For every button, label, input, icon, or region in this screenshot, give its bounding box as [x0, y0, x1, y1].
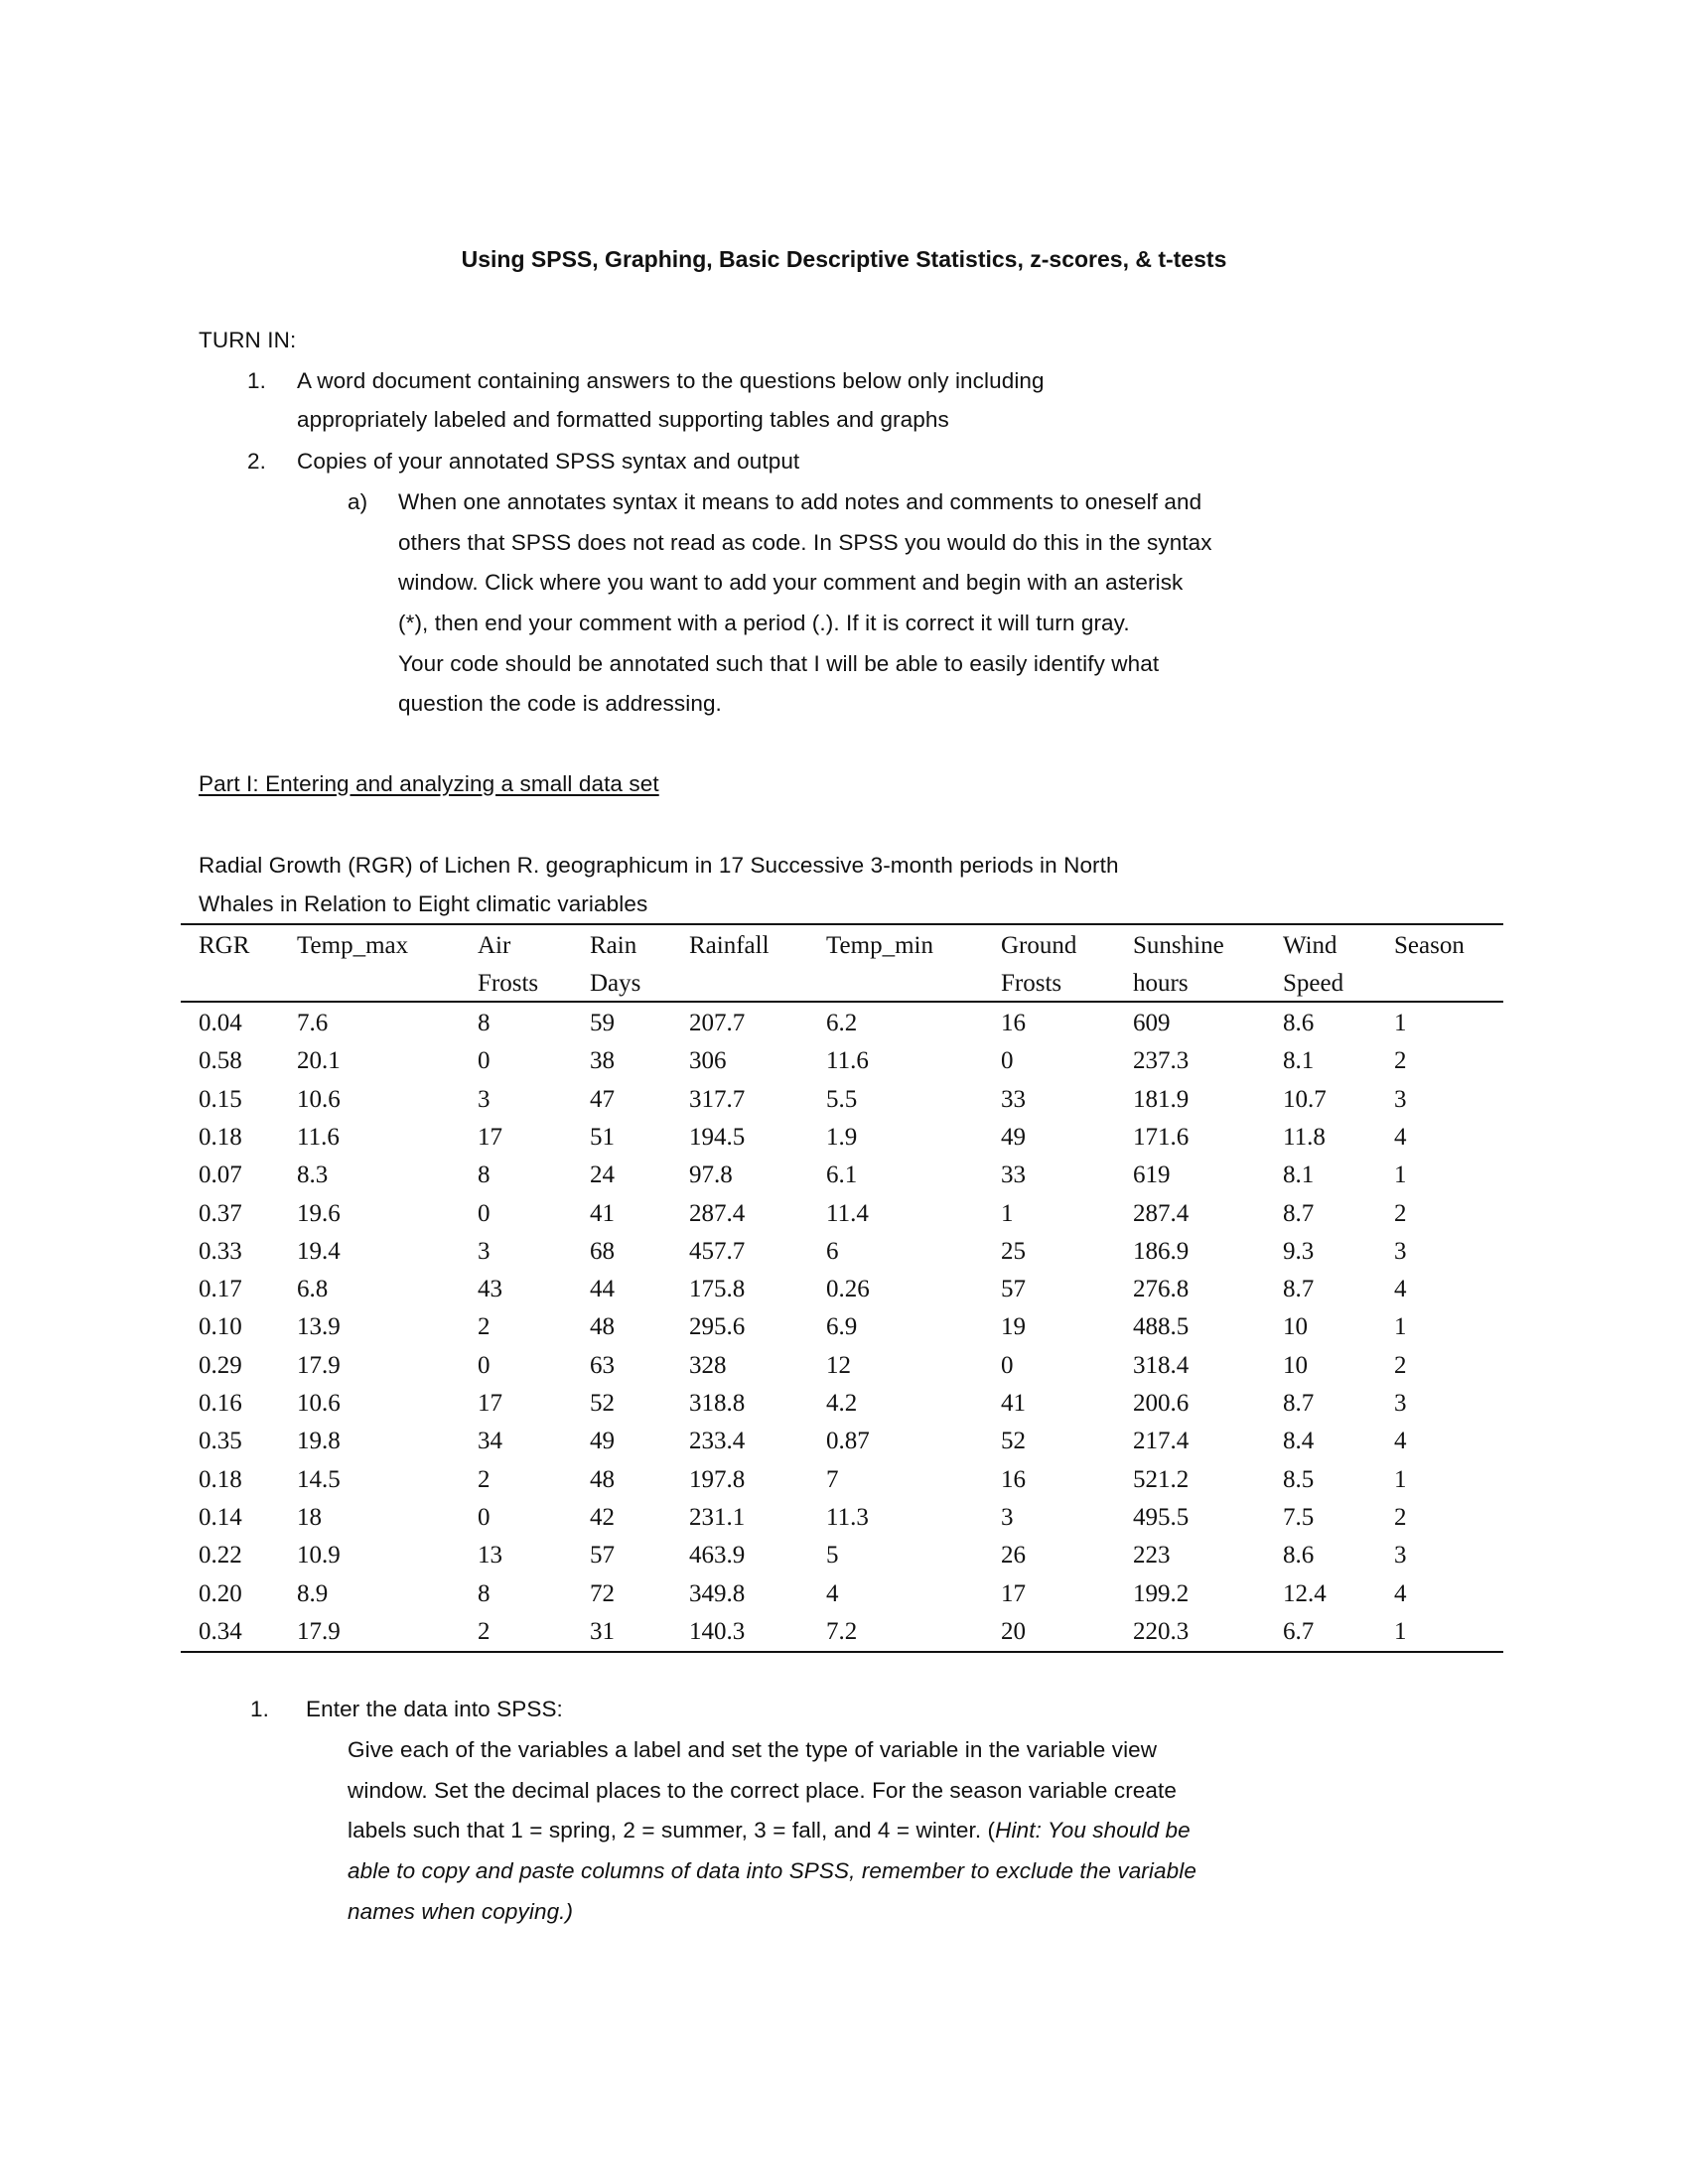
cell-ground-frosts: 49 [1001, 1123, 1026, 1151]
cell-rain-days: 51 [590, 1123, 615, 1151]
cell-temp-min: 6.9 [826, 1313, 858, 1341]
cell-ground-frosts: 57 [1001, 1276, 1026, 1303]
cell-air-frosts: 13 [478, 1542, 502, 1570]
cell-sunshine-hours: 186.9 [1133, 1237, 1190, 1265]
cell-rain-days: 57 [590, 1542, 615, 1570]
cell-rgr: 0.18 [199, 1465, 242, 1493]
cell-season: 2 [1394, 1199, 1407, 1227]
cell-rain-days: 47 [590, 1085, 615, 1113]
cell-sunshine-hours: 609 [1133, 1010, 1171, 1036]
cell-temp-max: 10.9 [297, 1542, 341, 1570]
column-header-rain-days-line-2: Days [590, 970, 641, 997]
cell-season: 3 [1394, 1085, 1407, 1113]
question-1-number: 1. [250, 1697, 269, 1721]
cell-season: 1 [1394, 1010, 1407, 1036]
turn-in-subitem-a-line-3: window. Click where you want to add your comment and begin with an asterisk [398, 570, 1184, 595]
cell-wind-speed: 10.7 [1283, 1085, 1327, 1113]
cell-air-frosts: 43 [478, 1276, 502, 1303]
column-header-wind-speed: Wind [1283, 932, 1337, 959]
cell-wind-speed: 8.1 [1283, 1047, 1315, 1075]
cell-temp-max: 8.3 [297, 1161, 329, 1189]
table-caption-line-1: Radial Growth (RGR) of Lichen R. geographicum in 17 Successive 3-month periods in North [199, 853, 1119, 878]
cell-rainfall: 97.8 [689, 1161, 733, 1189]
cell-air-frosts: 0 [478, 1351, 491, 1379]
turn-in-item-2-line-1: Copies of your annotated SPSS syntax and output [297, 449, 800, 474]
cell-rgr: 0.35 [199, 1428, 242, 1455]
cell-temp-min: 7 [826, 1465, 839, 1493]
cell-season: 4 [1394, 1428, 1407, 1455]
cell-air-frosts: 0 [478, 1503, 491, 1531]
cell-temp-max: 10.6 [297, 1085, 341, 1113]
cell-rgr: 0.22 [199, 1542, 242, 1570]
cell-wind-speed: 8.6 [1283, 1542, 1315, 1570]
cell-rainfall: 328 [689, 1351, 727, 1379]
cell-temp-max: 18 [297, 1503, 322, 1531]
cell-rainfall: 318.8 [689, 1390, 746, 1417]
column-header-rgr: RGR [199, 932, 250, 959]
column-header-rainfall: Rainfall [689, 932, 770, 959]
cell-rainfall: 295.6 [689, 1313, 746, 1341]
cell-rain-days: 24 [590, 1161, 615, 1189]
turn-in-item-1-number: 1. [247, 368, 266, 393]
turn-in-item-2-number: 2. [247, 449, 266, 474]
cell-wind-speed: 8.7 [1283, 1199, 1315, 1227]
cell-ground-frosts: 26 [1001, 1542, 1026, 1570]
cell-rgr: 0.16 [199, 1390, 242, 1417]
question-1-line-1: Give each of the variables a label and set the type of variable in the variable view [348, 1737, 1158, 1762]
cell-temp-min: 1.9 [826, 1123, 858, 1151]
cell-temp-min: 4 [826, 1579, 839, 1607]
cell-temp-max: 13.9 [297, 1313, 341, 1341]
cell-rain-days: 31 [590, 1617, 615, 1645]
column-header-season: Season [1394, 932, 1465, 959]
cell-ground-frosts: 33 [1001, 1161, 1026, 1189]
cell-air-frosts: 2 [478, 1617, 491, 1645]
cell-air-frosts: 0 [478, 1047, 491, 1075]
cell-temp-max: 19.8 [297, 1428, 341, 1455]
cell-air-frosts: 0 [478, 1199, 491, 1227]
cell-temp-max: 7.6 [297, 1010, 329, 1036]
turn-in-subitem-a-label: a) [348, 489, 368, 514]
cell-rain-days: 63 [590, 1351, 615, 1379]
column-header-wind-speed-line-2: Speed [1283, 970, 1344, 997]
cell-temp-min: 6.2 [826, 1010, 858, 1036]
cell-temp-max: 14.5 [297, 1465, 341, 1493]
cell-rain-days: 72 [590, 1579, 615, 1607]
cell-temp-max: 20.1 [297, 1047, 341, 1075]
cell-sunshine-hours: 223 [1133, 1542, 1171, 1570]
cell-temp-max: 10.6 [297, 1390, 341, 1417]
cell-sunshine-hours: 276.8 [1133, 1276, 1190, 1303]
cell-sunshine-hours: 287.4 [1133, 1199, 1190, 1227]
cell-rain-days: 68 [590, 1237, 615, 1265]
cell-temp-min: 4.2 [826, 1390, 858, 1417]
cell-rgr: 0.33 [199, 1237, 242, 1265]
cell-rainfall: 207.7 [689, 1010, 746, 1036]
cell-rain-days: 44 [590, 1276, 615, 1303]
question-1-hint-line-1: able to copy and paste columns of data into SPSS, remember to exclude the variable [348, 1858, 1196, 1883]
table-caption-line-2: Whales in Relation to Eight climatic variables [199, 891, 648, 916]
cell-temp-max: 19.4 [297, 1237, 341, 1265]
cell-ground-frosts: 33 [1001, 1085, 1026, 1113]
cell-season: 3 [1394, 1390, 1407, 1417]
cell-rgr: 0.07 [199, 1161, 242, 1189]
cell-rainfall: 349.8 [689, 1579, 746, 1607]
question-1-line-2: window. Set the decimal places to the correct place. For the season variable create [348, 1778, 1177, 1803]
cell-ground-frosts: 19 [1001, 1313, 1026, 1341]
cell-air-frosts: 8 [478, 1010, 491, 1036]
cell-temp-min: 0.87 [826, 1428, 870, 1455]
cell-wind-speed: 10 [1283, 1351, 1308, 1379]
column-header-air-frosts: Air [478, 932, 511, 959]
cell-rainfall: 457.7 [689, 1237, 746, 1265]
cell-air-frosts: 2 [478, 1313, 491, 1341]
turn-in-subitem-a-line-1: When one annotates syntax it means to add notes and comments to oneself and [398, 489, 1202, 514]
cell-season: 2 [1394, 1351, 1407, 1379]
cell-sunshine-hours: 488.5 [1133, 1313, 1190, 1341]
cell-ground-frosts: 0 [1001, 1047, 1014, 1075]
cell-ground-frosts: 20 [1001, 1617, 1026, 1645]
cell-sunshine-hours: 237.3 [1133, 1047, 1190, 1075]
turn-in-subitem-a-line-4: (*), then end your comment with a period (.). If it is correct it will turn gray. [398, 611, 1130, 635]
cell-rain-days: 48 [590, 1465, 615, 1493]
cell-rainfall: 194.5 [689, 1123, 746, 1151]
cell-air-frosts: 34 [478, 1428, 502, 1455]
cell-temp-min: 0.26 [826, 1276, 870, 1303]
cell-temp-max: 11.6 [297, 1123, 340, 1151]
cell-rgr: 0.04 [199, 1010, 242, 1036]
table-bottom-rule [181, 1651, 1503, 1653]
cell-ground-frosts: 17 [1001, 1579, 1026, 1607]
cell-rainfall: 140.3 [689, 1617, 746, 1645]
cell-temp-min: 5.5 [826, 1085, 858, 1113]
cell-ground-frosts: 41 [1001, 1390, 1026, 1417]
column-header-ground-frosts-line-2: Frosts [1001, 970, 1062, 997]
cell-rgr: 0.17 [199, 1276, 242, 1303]
cell-rgr: 0.14 [199, 1503, 242, 1531]
cell-sunshine-hours: 220.3 [1133, 1617, 1190, 1645]
cell-sunshine-hours: 619 [1133, 1161, 1171, 1189]
cell-temp-max: 17.9 [297, 1351, 341, 1379]
cell-sunshine-hours: 199.2 [1133, 1579, 1190, 1607]
cell-sunshine-hours: 318.4 [1133, 1351, 1190, 1379]
cell-air-frosts: 8 [478, 1579, 491, 1607]
table-top-rule [181, 923, 1503, 925]
cell-temp-min: 7.2 [826, 1617, 858, 1645]
column-header-sunshine-hours: Sunshine [1133, 932, 1224, 959]
turn-in-item-1-line-2: appropriately labeled and formatted supporting tables and graphs [297, 407, 949, 432]
cell-wind-speed: 12.4 [1283, 1579, 1327, 1607]
cell-temp-min: 12 [826, 1351, 851, 1379]
cell-season: 4 [1394, 1579, 1407, 1607]
turn-in-subitem-a-line-2: others that SPSS does not read as code. In SPSS you would do this in the syntax [398, 530, 1212, 555]
cell-rainfall: 197.8 [689, 1465, 746, 1493]
cell-sunshine-hours: 521.2 [1133, 1465, 1190, 1493]
cell-sunshine-hours: 200.6 [1133, 1390, 1190, 1417]
cell-rain-days: 59 [590, 1010, 615, 1036]
cell-ground-frosts: 16 [1001, 1465, 1026, 1493]
cell-rainfall: 306 [689, 1047, 727, 1075]
cell-rainfall: 317.7 [689, 1085, 746, 1113]
cell-wind-speed: 8.1 [1283, 1161, 1315, 1189]
question-1-heading: Enter the data into SPSS: [306, 1697, 563, 1721]
cell-air-frosts: 3 [478, 1085, 491, 1113]
cell-temp-min: 11.4 [826, 1199, 869, 1227]
cell-temp-max: 8.9 [297, 1579, 329, 1607]
cell-temp-min: 11.3 [826, 1503, 869, 1531]
cell-wind-speed: 11.8 [1283, 1123, 1326, 1151]
cell-air-frosts: 8 [478, 1161, 491, 1189]
cell-wind-speed: 9.3 [1283, 1237, 1315, 1265]
cell-rgr: 0.15 [199, 1085, 242, 1113]
cell-air-frosts: 3 [478, 1237, 491, 1265]
cell-rgr: 0.37 [199, 1199, 242, 1227]
cell-air-frosts: 2 [478, 1465, 491, 1493]
cell-season: 3 [1394, 1542, 1407, 1570]
cell-ground-frosts: 0 [1001, 1351, 1014, 1379]
cell-rain-days: 42 [590, 1503, 615, 1531]
cell-rain-days: 38 [590, 1047, 615, 1075]
question-1-line-3-text: labels such that 1 = spring, 2 = summer, 3 = fall, and 4 = winter. ( [348, 1818, 996, 1843]
table-header-rule [181, 1001, 1503, 1003]
cell-wind-speed: 6.7 [1283, 1617, 1315, 1645]
cell-ground-frosts: 16 [1001, 1010, 1026, 1036]
cell-ground-frosts: 25 [1001, 1237, 1026, 1265]
turn-in-heading: TURN IN: [199, 328, 297, 352]
cell-temp-min: 5 [826, 1542, 839, 1570]
cell-temp-min: 6.1 [826, 1161, 858, 1189]
cell-wind-speed: 8.7 [1283, 1276, 1315, 1303]
cell-rainfall: 463.9 [689, 1542, 746, 1570]
cell-rgr: 0.10 [199, 1313, 242, 1341]
cell-sunshine-hours: 171.6 [1133, 1123, 1190, 1151]
cell-rgr: 0.29 [199, 1351, 242, 1379]
cell-season: 1 [1394, 1161, 1407, 1189]
cell-rgr: 0.20 [199, 1579, 242, 1607]
cell-rainfall: 175.8 [689, 1276, 746, 1303]
cell-rain-days: 49 [590, 1428, 615, 1455]
cell-season: 4 [1394, 1276, 1407, 1303]
cell-rainfall: 287.4 [689, 1199, 746, 1227]
cell-ground-frosts: 3 [1001, 1503, 1014, 1531]
part-1-heading: Part I: Entering and analyzing a small data set [199, 771, 659, 796]
turn-in-item-1-line-1: A word document containing answers to the questions below only including [297, 368, 1045, 393]
column-header-temp-min: Temp_min [826, 932, 933, 959]
cell-air-frosts: 17 [478, 1123, 502, 1151]
cell-sunshine-hours: 495.5 [1133, 1503, 1190, 1531]
cell-rgr: 0.18 [199, 1123, 242, 1151]
turn-in-subitem-a-line-5: Your code should be annotated such that I will be able to easily identify what [398, 651, 1160, 676]
cell-sunshine-hours: 181.9 [1133, 1085, 1190, 1113]
column-header-ground-frosts: Ground [1001, 932, 1077, 959]
cell-temp-max: 19.6 [297, 1199, 341, 1227]
cell-temp-max: 17.9 [297, 1617, 341, 1645]
cell-rgr: 0.58 [199, 1047, 242, 1075]
cell-rainfall: 233.4 [689, 1428, 746, 1455]
column-header-air-frosts-line-2: Frosts [478, 970, 539, 997]
cell-wind-speed: 8.5 [1283, 1465, 1315, 1493]
question-1-hint-start: Hint: You should be [995, 1818, 1191, 1843]
cell-sunshine-hours: 217.4 [1133, 1428, 1190, 1455]
cell-rain-days: 48 [590, 1313, 615, 1341]
question-1-hint-line-2: names when copying.) [348, 1899, 574, 1924]
cell-season: 1 [1394, 1617, 1407, 1645]
cell-season: 1 [1394, 1313, 1407, 1341]
cell-wind-speed: 8.6 [1283, 1010, 1315, 1036]
cell-season: 2 [1394, 1047, 1407, 1075]
column-header-rain-days: Rain [590, 932, 637, 959]
question-1-line-3 [348, 1818, 1191, 1843]
cell-rgr: 0.34 [199, 1617, 242, 1645]
cell-wind-speed: 7.5 [1283, 1503, 1315, 1531]
cell-season: 1 [1394, 1465, 1407, 1493]
cell-wind-speed: 10 [1283, 1313, 1308, 1341]
column-header-temp-max: Temp_max [297, 932, 409, 959]
cell-temp-min: 11.6 [826, 1047, 869, 1075]
cell-season: 2 [1394, 1503, 1407, 1531]
cell-rain-days: 41 [590, 1199, 615, 1227]
cell-season: 3 [1394, 1237, 1407, 1265]
cell-rainfall: 231.1 [689, 1503, 746, 1531]
column-header-sunshine-hours-line-2: hours [1133, 970, 1189, 997]
cell-temp-min: 6 [826, 1237, 839, 1265]
cell-ground-frosts: 1 [1001, 1199, 1014, 1227]
cell-season: 4 [1394, 1123, 1407, 1151]
cell-temp-max: 6.8 [297, 1276, 329, 1303]
cell-wind-speed: 8.4 [1283, 1428, 1315, 1455]
turn-in-subitem-a-line-6: question the code is addressing. [398, 691, 722, 716]
cell-rain-days: 52 [590, 1390, 615, 1417]
cell-ground-frosts: 52 [1001, 1428, 1026, 1455]
cell-air-frosts: 17 [478, 1390, 502, 1417]
document-title: Using SPSS, Graphing, Basic Descriptive Statistics, z-scores, & t-tests [461, 246, 1227, 272]
cell-wind-speed: 8.7 [1283, 1390, 1315, 1417]
